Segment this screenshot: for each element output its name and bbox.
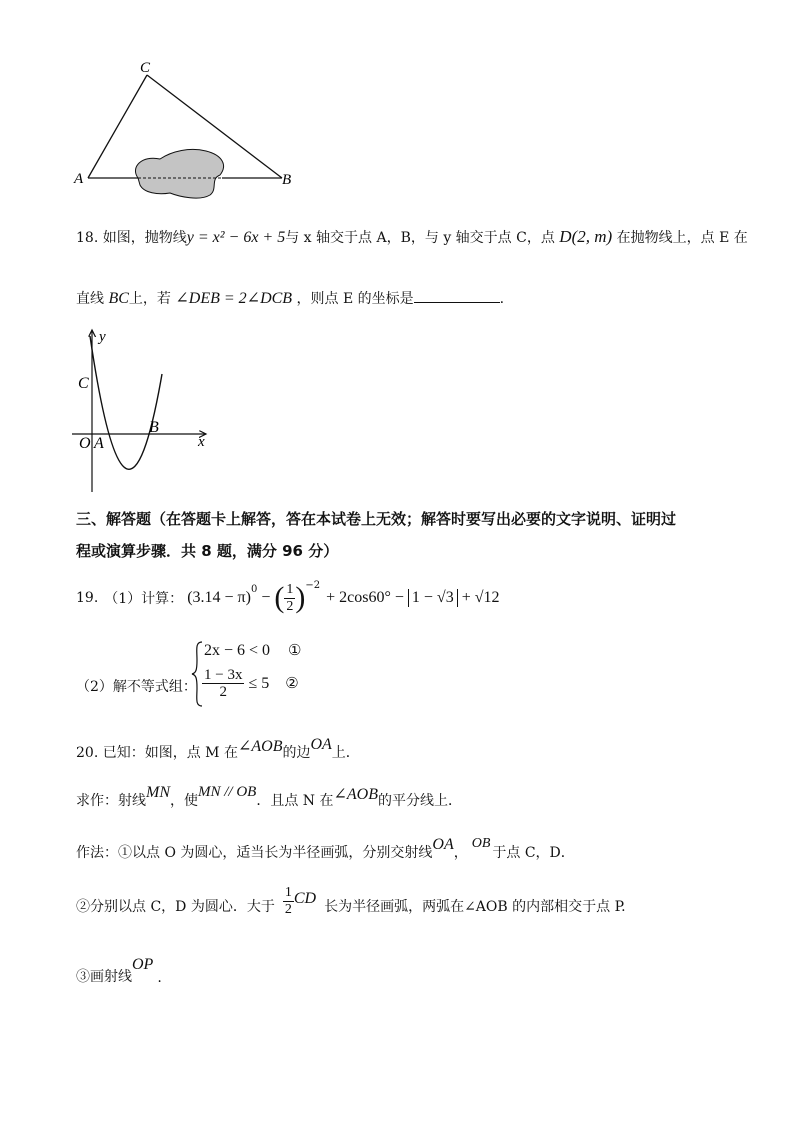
text-segment: . [499, 291, 505, 307]
text-segment: ，则点 E 的坐标是 [296, 291, 414, 307]
point-d: D(2, m) [559, 227, 613, 246]
text-segment: 20. 已知：如图，点 M 在 [76, 745, 238, 761]
text-segment: ， [453, 845, 468, 861]
fraction-numerator: 1 − 3x [204, 667, 243, 683]
inequality-2-fraction [202, 667, 244, 700]
half-fraction [283, 885, 294, 918]
text-segment: ②分别以点 C，D 为圆心．大于 [76, 899, 275, 915]
paren-left: ( [274, 581, 285, 614]
text-segment: 如图，抛物线 [102, 230, 187, 246]
ray-oa: OA [432, 836, 454, 853]
angle-aob: ∠AOB [237, 738, 283, 755]
question-20-line-5 [76, 956, 162, 986]
question-20-line-2 [76, 784, 462, 810]
inequality-2-relation: ≤ 5 [248, 674, 270, 692]
text-segment: 于点 C，D． [492, 845, 575, 861]
question-18-line-2 [76, 286, 504, 312]
side-ca [88, 75, 147, 178]
section-heading-line-1: 三、解答题（在答题卡上解答，答在本试卷上无效；解答时要写出必要的文字说明、证明过 [76, 510, 677, 528]
text-segment: ③画射线 [76, 969, 132, 985]
exponent-minus-2: −2 [305, 580, 321, 591]
text-segment: 作法：①以点 O 为圆心，适当长为半径画弧，分别交射线 [76, 845, 433, 861]
paren-right: ) [295, 581, 306, 614]
question-number: 18. [76, 230, 99, 246]
fraction-numerator: 1 [284, 884, 292, 900]
parabola-figure [68, 322, 218, 494]
label-x: x [198, 434, 205, 450]
answer-blank [414, 290, 500, 303]
ray-mn: MN [146, 784, 170, 801]
question-19-part-2-label: （2）解不等式组： [76, 679, 197, 695]
question-19-part-1 [76, 578, 500, 618]
triangle-pond-figure [60, 55, 310, 205]
text-segment: 在抛物线上，点 E 在 [616, 230, 748, 246]
text-segment: 与 x 轴交于点 A，B，与 y 轴交于点 C，点 [285, 230, 555, 246]
expr-term-1: (3.14 − π) [187, 589, 251, 606]
parallel-relation: MN // OB [198, 784, 257, 800]
inequality-2 [202, 667, 299, 700]
text-segment: 的边 [282, 745, 311, 761]
text-segment: ，使 [170, 793, 198, 809]
label-a: A [74, 171, 84, 187]
expr-sqrt-12: + √12 [461, 589, 500, 606]
label-c: C [140, 60, 151, 76]
fraction-denominator: 2 [219, 684, 227, 700]
label-b: B [282, 172, 292, 188]
half-fraction [284, 582, 295, 615]
fraction-denominator: 2 [286, 598, 294, 614]
parabola-equation: y = x² − 6x + 5 [186, 229, 286, 246]
pond-shape [135, 149, 223, 198]
expr-cos-term: + 2cos60° − [326, 589, 404, 606]
ray-ob: OB [471, 836, 491, 851]
label-b: B [149, 419, 159, 436]
text-segment: 求作：射线 [76, 793, 146, 809]
text-segment: . [157, 970, 162, 986]
label-a: A [94, 435, 104, 452]
text-segment: 上，若 [128, 291, 171, 307]
text-segment: 上． [331, 745, 360, 761]
line-bc: BC [108, 290, 129, 307]
circle-two-mark: ② [285, 676, 299, 692]
fraction-denominator: 2 [284, 901, 292, 917]
question-18-line-1 [76, 224, 748, 251]
question-20-line-1 [76, 736, 360, 762]
angle-equation: ∠DEB = 2∠DCB [175, 290, 293, 307]
inequality-1 [204, 641, 302, 660]
text-segment: 的平分线上． [378, 793, 463, 809]
question-20-line-4 [76, 886, 626, 926]
part-label: （1）计算： [104, 591, 184, 607]
text-segment: ．且点 N 在 [256, 793, 334, 809]
text-segment: 直线 [76, 291, 104, 307]
label-o: O [79, 435, 91, 452]
fraction-numerator: 1 [286, 581, 294, 597]
segment-cd: CD [293, 890, 317, 907]
section-heading-line-2: 程或演算步骤．共 8 题，满分 96 分） [76, 542, 339, 560]
angle-aob: ∠AOB [333, 786, 379, 803]
ray-op: OP [132, 956, 154, 973]
side-oa: OA [310, 736, 332, 753]
question-number: 19. [76, 590, 99, 606]
question-20-line-3 [76, 836, 575, 862]
minus-sign: − [261, 589, 271, 606]
text-segment: 长为半径画弧，两弧在∠AOB 的内部相交于点 P. [324, 899, 626, 915]
label-c: C [78, 375, 89, 392]
inequality-1-expr: 2x − 6 < 0 [204, 642, 271, 659]
exponent-0: 0 [250, 584, 258, 595]
circle-one-mark: ① [288, 643, 302, 659]
label-y: y [99, 329, 106, 345]
absolute-value: 1 − √3 [408, 589, 458, 607]
